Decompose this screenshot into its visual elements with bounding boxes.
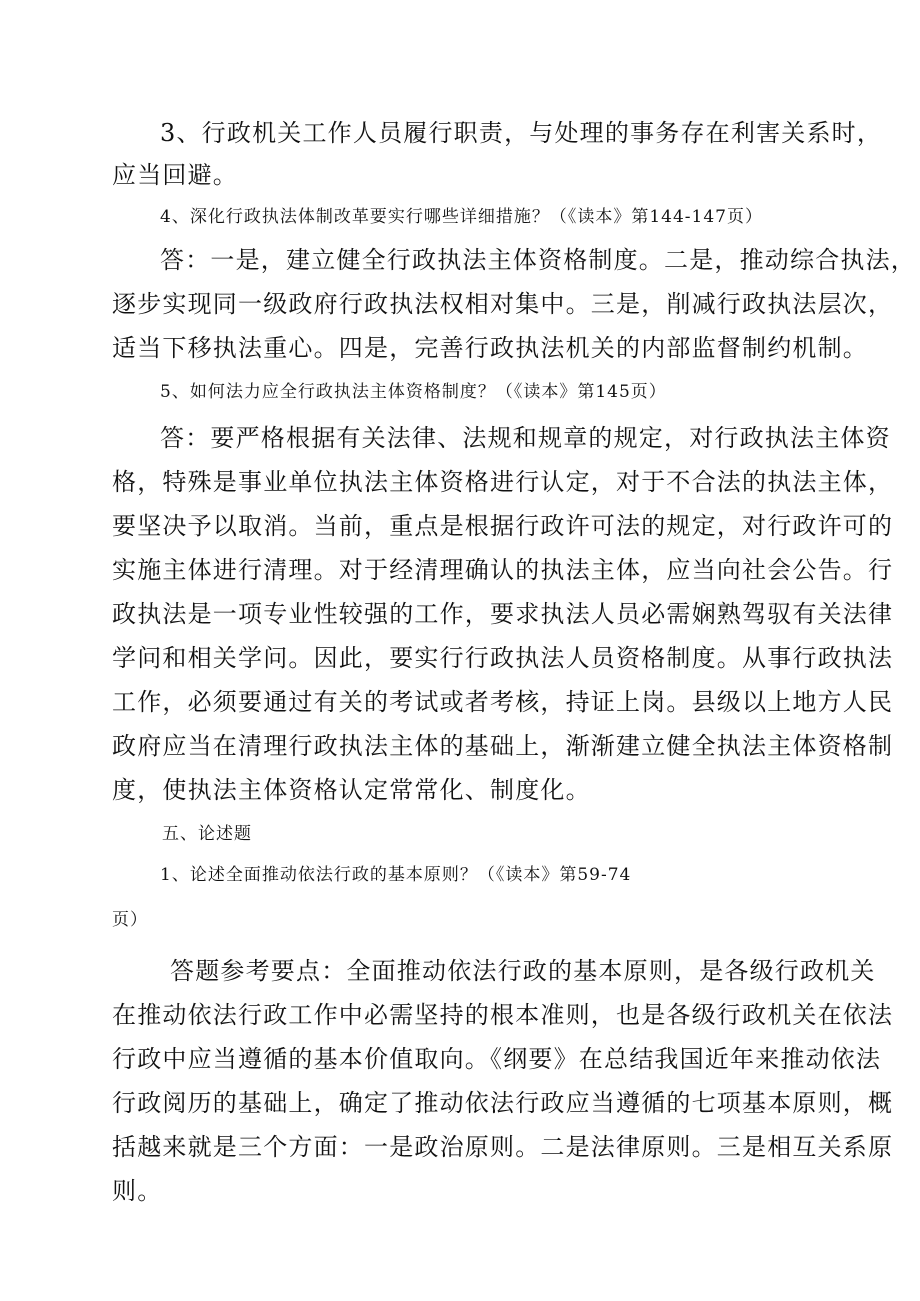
paragraph-line: 应当回避。: [112, 161, 238, 189]
answer-line: 工作，必须要通过有关的考试或者考核，持证上岗。县级以上地方人民: [112, 688, 894, 716]
answer-line: 行政中应当遵循的基本价值取向。《纲要》在总结我国近年来推动依法: [112, 1045, 882, 1073]
answer-line: 实施主体进行清理。对于经清理确认的执法主体，应当向社会公告。行: [112, 556, 894, 584]
answer-line: 在推动依法行政工作中必需坚持的根本准则，也是各级行政机关在依法: [112, 1001, 894, 1029]
answer-line: 格，特殊是事业单位执法主体资格进行认定，对于不合法的执法主体，: [112, 468, 894, 496]
question-heading-cont: 页）: [112, 910, 148, 930]
paragraph-line: 3、行政机关工作人员履行职责，与处理的事务存在利害关系时，: [160, 119, 883, 147]
question-heading: 1、论述全面推动依法行政的基本原则？（《读本》第59-74: [160, 865, 632, 885]
answer-line: 度，使执法主体资格认定常常化、制度化。: [112, 776, 591, 804]
answer-line: 答：要严格根据有关法律、法规和规章的规定，对行政执法主体资: [160, 424, 891, 452]
section-heading: 五、论述题: [162, 824, 252, 844]
answer-line: 则。: [112, 1177, 163, 1205]
question-heading: 4、深化行政执法体制改革要实行哪些详细措施？（《读本》第144-147页）: [160, 207, 763, 227]
answer-line: 政执法是一项专业性较强的工作，要求执法人员必需娴熟驾驭有关法律: [112, 600, 894, 628]
answer-line: 行政阅历的基础上，确定了推动依法行政应当遵循的七项基本原则，概: [112, 1089, 894, 1117]
answer-line: 学问和相关学问。因此，要实行行政执法人员资格制度。从事行政执法: [112, 644, 894, 672]
answer-line: 括越来就是三个方面：一是政治原则。二是法律原则。三是相互关系原: [112, 1133, 894, 1161]
answer-line: 政府应当在清理行政执法主体的基础上，渐渐建立健全执法主体资格制: [112, 732, 894, 760]
question-heading: 5、如何法力应全行政执法主体资格制度？（《读本》第145页）: [160, 382, 667, 402]
answer-line: 答题参考要点：全面推动依法行政的基本原则，是各级行政机关: [170, 957, 876, 985]
answer-line: 逐步实现同一级政府行政执法权相对集中。三是，削减行政执法层次，: [112, 290, 894, 318]
answer-line: 要坚决予以取消。当前，重点是根据行政许可法的规定，对行政许可的: [112, 512, 894, 540]
answer-line: 答：一是，建立健全行政执法主体资格制度。二是，推动综合执法，: [160, 246, 916, 274]
answer-line: 适当下移执法重心。四是，完善行政执法机关的内部监督制约机制。: [112, 334, 868, 362]
